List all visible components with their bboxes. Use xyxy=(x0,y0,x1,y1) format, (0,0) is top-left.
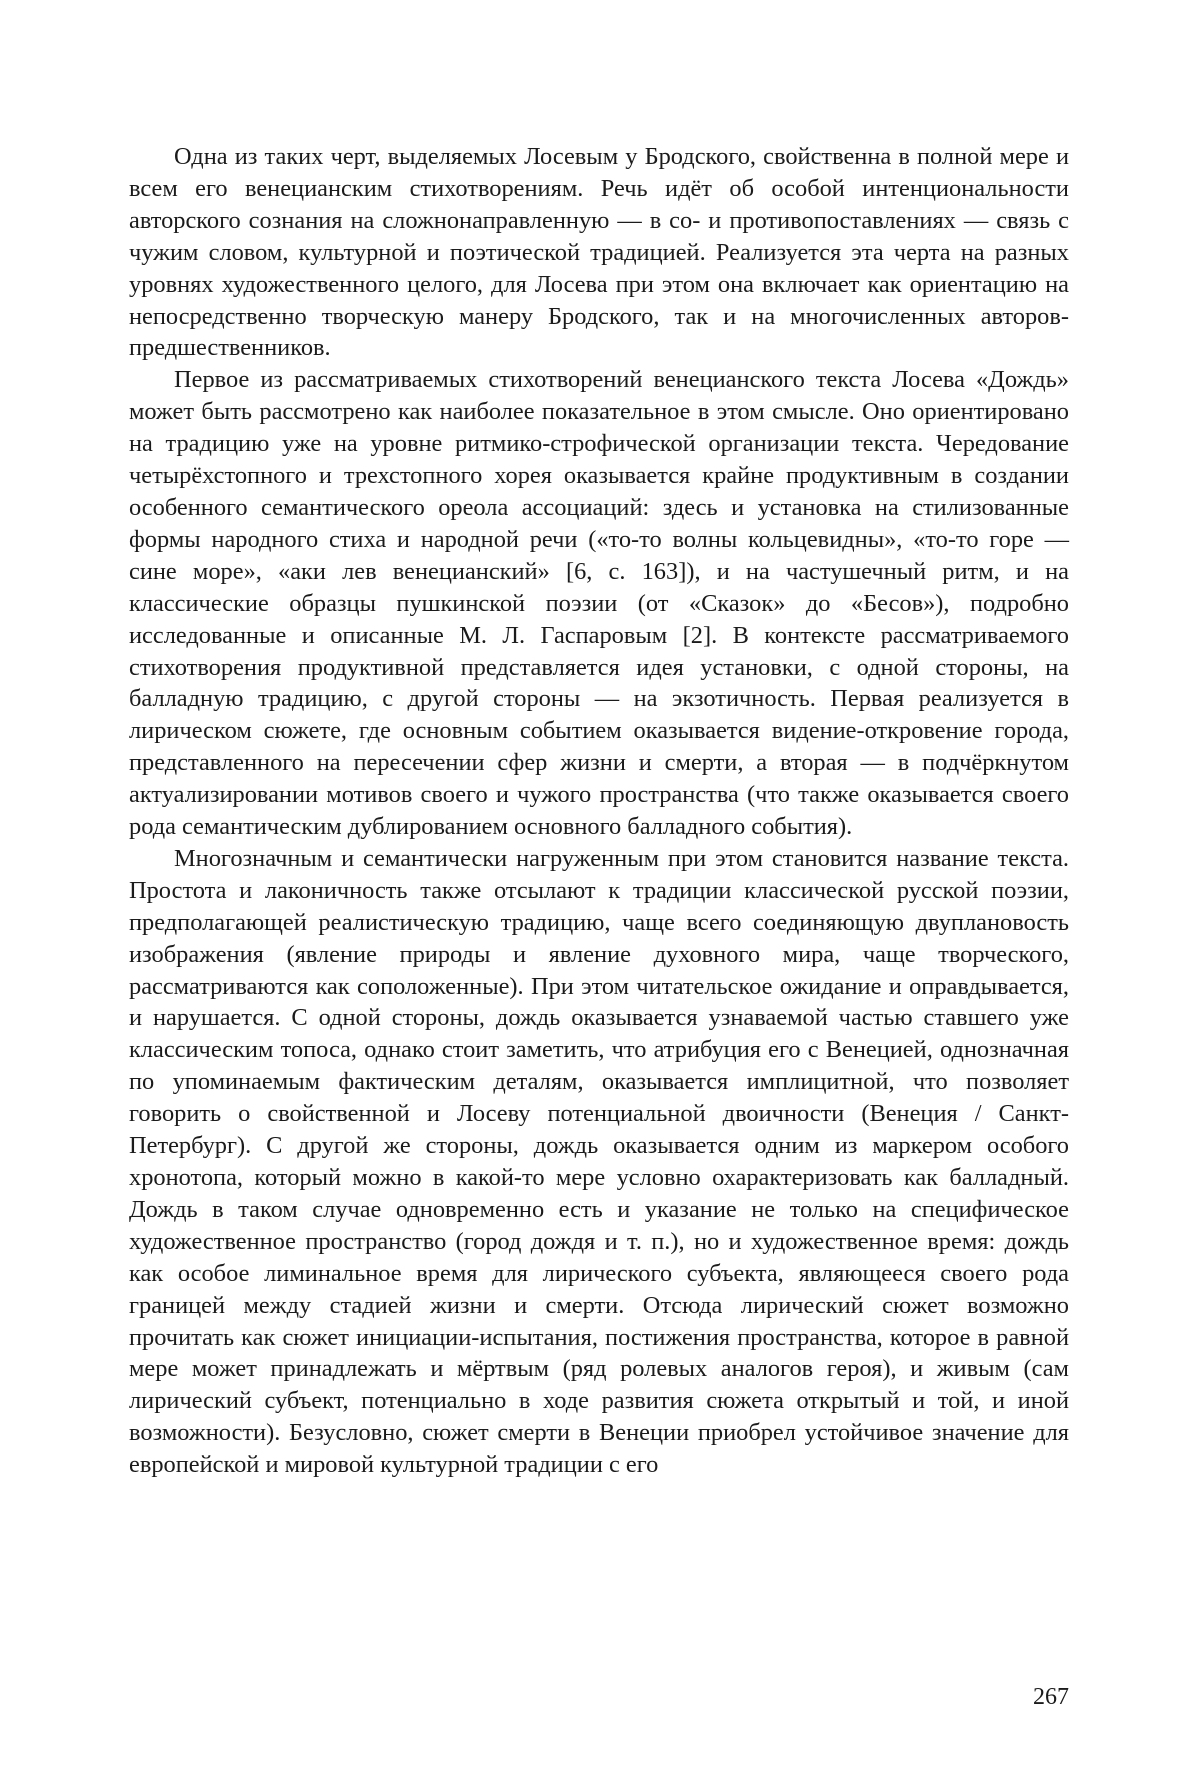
page-number: 267 xyxy=(1033,1683,1069,1711)
book-page xyxy=(0,0,1200,1784)
paragraph-1: Одна из таких черт, выделяемых Лосевым у Бродского, свойственна в полной мере и всем его венецианским стихотворениям. Речь идёт об особой интенциональности авторского сознания на сложнонаправленную — в со- и противопоставлениях — связь с чужим словом, культурной и поэтической традицией. Реализуется эта черта на разных уровнях художественного целого, для Лосева при этом она включает как ориентацию на непосредственно творче­скую манеру Бродского, так и на многочисленных авторов-предшественников. xyxy=(129,141,1069,364)
paragraph-2: Первое из рассматриваемых стихотворений венецианского текста Лосева «Дождь» может быть рассмотрено как наиболее показательное в этом смыс­ле. Оно ориентировано на традицию уже на уровне ритмико-строфической организации текста. Чередование четырёхстопного и трехстопного хорея оказывается крайне продуктивным в создании особенного семантического ореола ассоциаций: здесь и установка на стилизованные формы народного стиха и народной речи («то-то волны кольцевидны», «то-то горе — сине море», «аки лев венецианский» [6, с. 163]), и на частушечный ритм, и на классические образцы пушкинской поэзии (от «Сказок» до «Бесов»), подробно исследованные и описанные М. Л. Гаспаровым [2]. В контексте рассматриваемого стихотворе­ния продуктивной представляется идея установки, с одной стороны, на бал­ладную традицию, с другой стороны — на экзотичность. Первая реализуется в лирическом сюжете, где основным событием оказывается видение-откровение города, представленного на пересечении сфер жизни и смерти, а вторая — в подчёркнутом актуализировании мотивов своего и чужого пространства (что также оказывается своего рода семантическим дублированием основного балладного события). xyxy=(129,364,1069,843)
body-text xyxy=(129,141,1069,1481)
paragraph-3: Многозначным и семантически нагруженным при этом становится на­звание текста. Простота и лаконичность также отсылают к традиции клас­сической русской поэзии, предполагающей реалистическую традицию, чаще всего соединяющую двуплановость изображения (явление природы и явление духовного мира, чаще творческого, рассматриваются как соположенные). При этом читательское ожидание и оправдывается, и нарушается. С одной стороны, дождь оказывается узнаваемой частью ставшего уже классическим топоса, однако стоит заметить, что атрибуция его с Венецией, однозначная по упоминаемым фактическим деталям, оказывается имплицитной, что по­зволяет говорить о свойственной и Лосеву потенциальной двоичности (Ве­неция / Санкт-Петербург). С другой же стороны, дождь оказывается одним из маркером особого хронотопа, который можно в какой-то мере условно охарактеризовать как балладный. Дождь в таком случае одновременно есть и указание не только на специфическое художественное пространство (город дождя и т. п.), но и художественное время: дождь как особое лиминальное время для лирического субъекта, являющееся своего рода границей между стадией жизни и смерти. Отсюда лирический сюжет возможно прочитать как сюжет инициации-испытания, постижения пространства, которое в равной мере может принадлежать и мёртвым (ряд ролевых аналогов героя), и живым (сам лирический субъект, потенциально в ходе развития сюжета открытый и той, и иной возможности). Безусловно, сюжет смерти в Венеции приобрел устойчивое значение для европейской и мировой культурной традиции с его xyxy=(129,843,1069,1481)
